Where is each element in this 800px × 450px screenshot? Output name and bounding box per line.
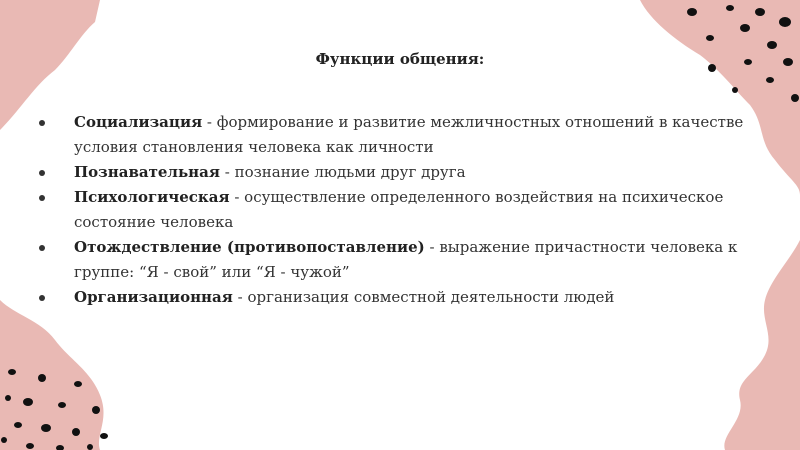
item-term: Социализация [74, 113, 203, 131]
item-text: - осуществление определенного воздействия на психическое состояние человека [74, 188, 724, 231]
list-item-organizational [30, 285, 760, 310]
list-item-psychological [30, 185, 760, 235]
slide-title: Функции общения: [315, 50, 485, 68]
functions-list [30, 110, 760, 310]
item-text: - формирование и развитие межличностных отношений в качестве условия становления человека как личности [74, 113, 744, 156]
item-text: - организация совместной деятельности людей [232, 288, 615, 306]
item-text: - выражение причастности человека к группе: “Я - свой” или “Я - чужой” [74, 238, 738, 281]
item-text: - познание людьми друг друга [219, 163, 466, 181]
item-term: Отождествление (противопоставление) [74, 238, 425, 256]
item-term: Организационная [74, 288, 233, 306]
list-item-cognitive [30, 160, 760, 185]
list-item-identification [30, 235, 760, 285]
item-term: Познавательная [74, 163, 220, 181]
item-term: Психологическая [74, 188, 230, 206]
list-item-socialization [30, 110, 760, 160]
